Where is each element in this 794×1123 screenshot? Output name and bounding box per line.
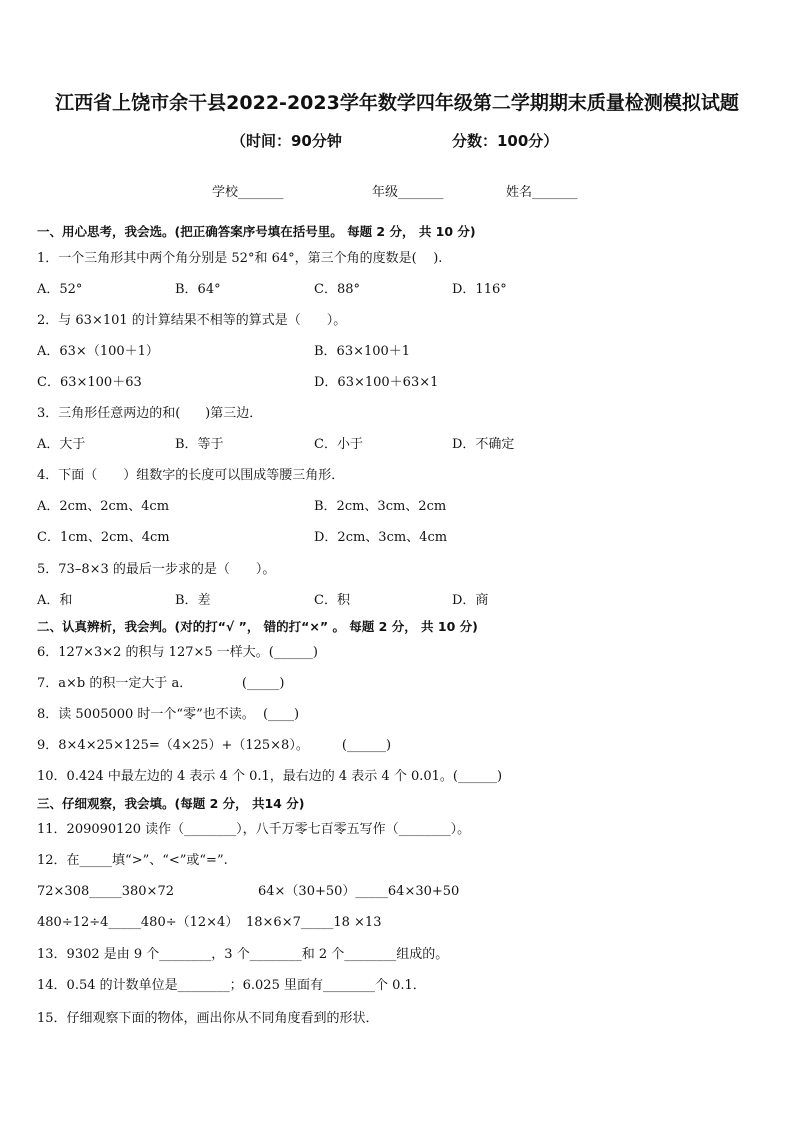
q12-item-1: 72×308_____380×72 <box>37 884 174 899</box>
question-9: 9．8×4×25×125=（4×25）+（125×8）。 (______) <box>37 738 392 753</box>
q4-option-b: B．2cm、3cm、2cm <box>314 499 447 514</box>
question-13: 13．9302 是由 9 个________，3 个________和 2 个________组成的。 <box>37 947 449 962</box>
question-7: 7．a×b 的积一定大于 a． (_____) <box>37 676 285 691</box>
question-5: 5．73–8×3 的最后一步求的是（ ）。 <box>37 562 276 577</box>
q4-option-d: D．2cm、3cm、4cm <box>314 530 448 545</box>
question-1: 1．一个三角形其中两个角分别是 52°和 64°，第三个角的度数是( ). <box>37 251 443 266</box>
question-8: 8．读 5005000 时一个“零”也不读。 (____) <box>37 707 300 722</box>
q2-option-d: D．63×100＋63×1 <box>314 375 439 390</box>
q12-item-3: 480÷12÷4_____480÷（12×4） <box>37 915 239 930</box>
q12-item-4: 18×6×7_____18 ×13 <box>246 915 382 930</box>
q2-option-c: C．63×100＋63 <box>37 375 142 390</box>
q5-option-b: B．差 <box>175 593 211 608</box>
q3-option-c: C．小于 <box>314 437 363 452</box>
q5-option-d: D．商 <box>452 593 489 608</box>
section-1-heading: 一、用心思考，我会选。(把正确答案序号填在括号里。 每题 2 分， 共 10 分) <box>37 224 476 239</box>
grade-field: 年级_______ <box>372 185 444 200</box>
name-field: 姓名_______ <box>506 185 578 200</box>
question-15: 15．仔细观察下面的物体，画出你从不同角度看到的形状． <box>37 1011 379 1026</box>
question-2: 2．与 63×101 的计算结果不相等的算式是（ ）。 <box>37 313 347 328</box>
exam-score: 分数：100分） <box>452 132 559 150</box>
q3-option-a: A．大于 <box>37 437 86 452</box>
question-4: 4．下面（ ）组数字的长度可以围成等腰三角形． <box>37 468 345 483</box>
q12-item-2: 64×（30+50）_____64×30+50 <box>258 884 460 899</box>
q2-option-a: A．63×（100＋1） <box>37 344 159 359</box>
exam-time: （时间：90分钟 <box>231 132 342 150</box>
question-12: 12．在_____填“>”、“<”或“=”. <box>37 853 228 868</box>
q1-option-a: A．52° <box>37 282 83 297</box>
question-10: 10．0.424 中最左边的 4 表示 4 个 0.1，最右边的 4 表示 4 个 0.01。(______) <box>37 769 503 784</box>
q1-option-d: D．116° <box>452 282 507 297</box>
school-field: 学校_______ <box>212 185 284 200</box>
q1-option-c: C．88° <box>314 282 360 297</box>
q5-option-c: C．积 <box>314 593 350 608</box>
q4-option-a: A．2cm、2cm、4cm <box>37 499 170 514</box>
section-2-heading: 二、认真辨析，我会判。(对的打“√ ”， 错的打“×” 。 每题 2 分， 共 10 分) <box>37 619 478 634</box>
question-6: 6．127×3×2 的积与 127×5 一样大。(______) <box>37 645 318 660</box>
q3-option-b: B．等于 <box>175 437 224 452</box>
q3-option-d: D．不确定 <box>452 437 515 452</box>
q4-option-c: C．1cm、2cm、4cm <box>37 530 170 545</box>
q2-option-b: B．63×100＋1 <box>314 344 411 359</box>
question-14: 14．0.54 的计数单位是________；6.025 里面有________个 0.1． <box>37 978 426 993</box>
q1-option-b: B．64° <box>175 282 221 297</box>
page-title: 江西省上饶市余干县2022-2023学年数学四年级第二学期期末质量检测模拟试题 <box>55 92 739 114</box>
question-3: 3．三角形任意两边的和( )第三边． <box>37 406 263 421</box>
q5-option-a: A．和 <box>37 593 73 608</box>
question-11: 11．209090120 读作（________），八千万零七百零五写作（________）。 <box>37 822 471 837</box>
section-3-heading: 三、仔细观察，我会填。(每题 2 分， 共14 分) <box>37 796 305 811</box>
